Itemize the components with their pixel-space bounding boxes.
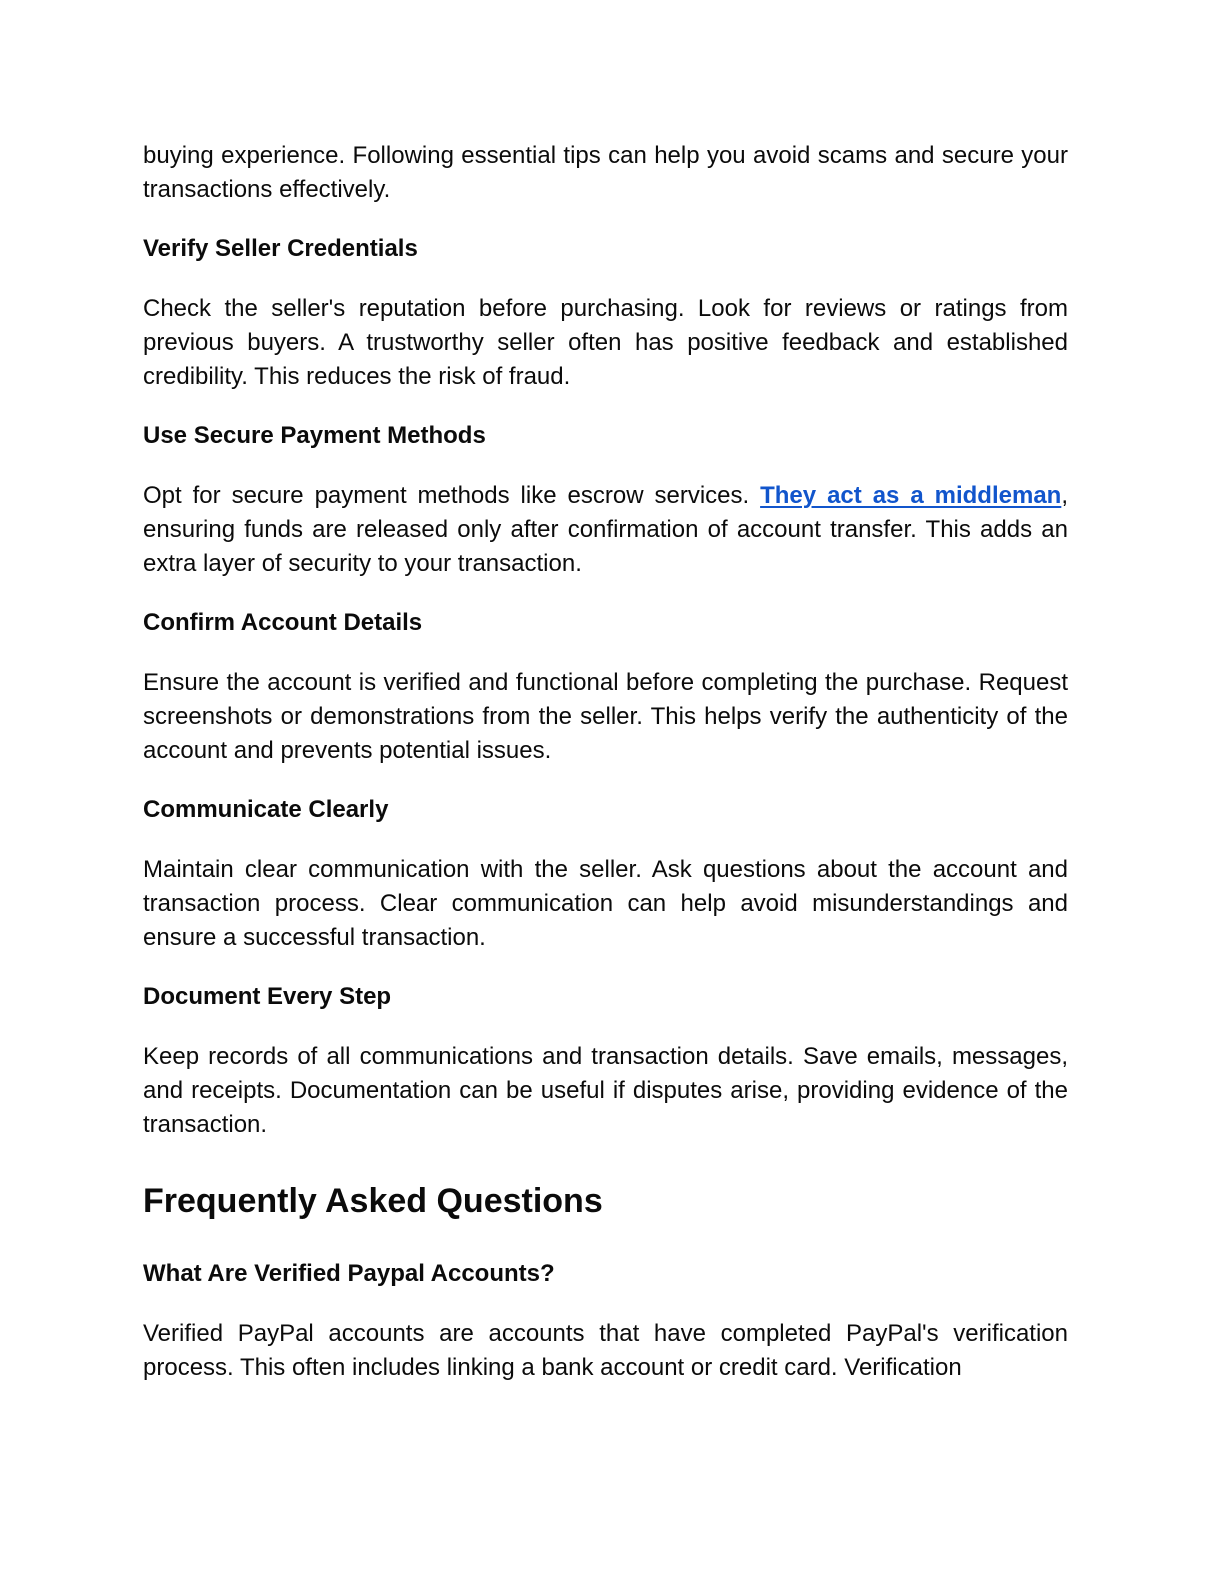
- secure-payment-text-before: Opt for secure payment methods like escrow services.: [143, 482, 761, 509]
- middleman-link[interactable]: They act as a middleman: [760, 482, 1062, 509]
- faq-title: Frequently Asked Questions: [143, 1182, 603, 1220]
- section-heading-communicate: Communicate Clearly: [143, 796, 389, 823]
- faq-question: What Are Verified Paypal Accounts?: [143, 1260, 555, 1287]
- secure-payment-text-after: , ensuring funds are released only after confirmation of account transfer. This adds an extra layer of security to your transaction.: [143, 482, 1068, 577]
- section-body-confirm-account: Ensure the account is verified and functional before completing the purchase. Request screenshots or demonstrations from the seller. This helps verify the authenticity of the account and prevents potential issues.: [143, 669, 1068, 764]
- section-heading-secure-payment: Use Secure Payment Methods: [143, 422, 486, 449]
- section-body-secure-payment: [143, 479, 1068, 581]
- intro-paragraph: buying experience. Following essential tips can help you avoid scams and secure your transactions effectively.: [143, 142, 1068, 203]
- section-heading-confirm-account: Confirm Account Details: [143, 609, 423, 636]
- section-heading-document-steps: Document Every Step: [143, 983, 392, 1010]
- section-body-verify-seller: Check the seller's reputation before purchasing. Look for reviews or ratings from previous buyers. A trustworthy seller often has positive feedback and established credibility. This reduces the risk of fraud.: [143, 295, 1068, 390]
- section-heading-verify-seller: Verify Seller Credentials: [143, 235, 418, 262]
- faq-answer: Verified PayPal accounts are accounts that have completed PayPal's verification process. This often includes linking a bank account or credit card. Verification: [143, 1320, 1068, 1381]
- section-body-communicate: Maintain clear communication with the seller. Ask questions about the account and transaction process. Clear communication can help avoid misunderstandings and ensure a successful transaction.: [143, 856, 1068, 951]
- section-body-document-steps: Keep records of all communications and transaction details. Save emails, messages, and receipts. Documentation can be useful if disputes arise, providing evidence of the transaction.: [143, 1043, 1068, 1138]
- document-page: [143, 139, 1068, 1385]
